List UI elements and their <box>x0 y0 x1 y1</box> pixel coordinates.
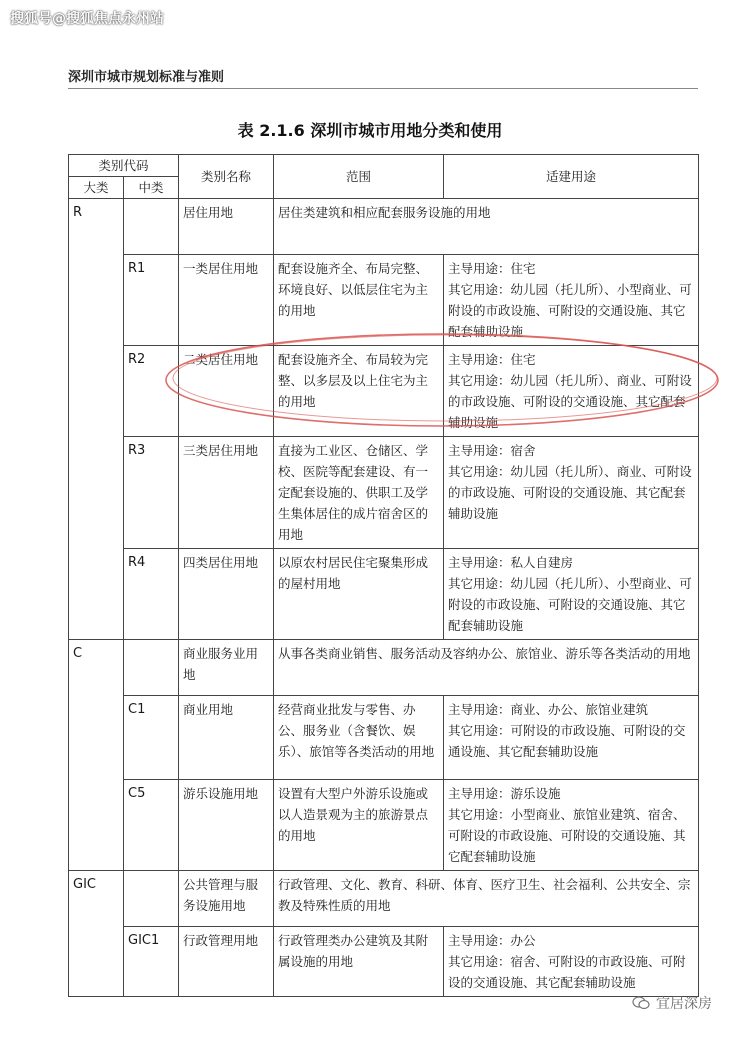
category-name: 居住用地 <box>179 199 274 255</box>
table-row <box>69 871 699 927</box>
table-row <box>69 927 699 997</box>
middle-code: GIC1 <box>124 927 179 997</box>
table-row <box>69 346 699 437</box>
land-use-table <box>68 154 699 997</box>
category-name: 游乐设施用地 <box>179 780 274 871</box>
table-row <box>69 199 699 255</box>
category-name: 四类居住用地 <box>179 549 274 640</box>
major-code: R <box>69 199 124 255</box>
major-code: C <box>69 640 124 696</box>
usage-text: 主导用途：住宅 其它用途：幼儿园（托儿所）、商业、可附设的市政设施、可附设的交通设施、其它配套辅助设施 <box>444 346 699 437</box>
scope-text: 居住类建筑和相应配套服务设施的用地 <box>274 199 699 255</box>
major-code <box>69 780 124 871</box>
table-row <box>69 437 699 549</box>
table-row <box>69 696 699 780</box>
category-name: 三类居住用地 <box>179 437 274 549</box>
major-code <box>69 437 124 549</box>
table-row <box>69 640 699 696</box>
col-usage: 适建用途 <box>444 155 699 199</box>
scope-text: 以原农村居民住宅聚集形成的屋村用地 <box>274 549 444 640</box>
category-name: 公共管理与服务设施用地 <box>179 871 274 927</box>
major-code <box>69 927 124 997</box>
usage-text: 主导用途：游乐设施 其它用途：小型商业、旅馆业建筑、宿舍、可附设的市政设施、可附设的交通设施、其它配套辅助设施 <box>444 780 699 871</box>
table-row <box>69 549 699 640</box>
middle-code: R2 <box>124 346 179 437</box>
brand-mark <box>632 993 712 1013</box>
header-rule <box>68 88 698 89</box>
scope-text: 行政管理类办公建筑及其附属设施的用地 <box>274 927 444 997</box>
col-code-group: 类别代码 <box>69 155 179 177</box>
document-header: 深圳市城市规划标准与准则 <box>68 70 225 85</box>
scope-text: 从事各类商业销售、服务活动及容纳办公、旅馆业、游乐等各类活动的用地 <box>274 640 699 696</box>
middle-code <box>124 199 179 255</box>
category-name: 商业服务业用地 <box>179 640 274 696</box>
brand-name: 宜居深房 <box>656 996 712 1012</box>
col-scope: 范围 <box>274 155 444 199</box>
scope-text: 设置有大型户外游乐设施或以人造景观为主的旅游景点的用地 <box>274 780 444 871</box>
scope-text: 行政管理、文化、教育、科研、体育、医疗卫生、社会福利、公共安全、宗教及特殊性质的用地 <box>274 871 699 927</box>
col-major: 大类 <box>69 177 124 199</box>
table-row <box>69 780 699 871</box>
major-code: GIC <box>69 871 124 927</box>
table-row <box>69 255 699 346</box>
major-code <box>69 346 124 437</box>
middle-code: R3 <box>124 437 179 549</box>
middle-code <box>124 871 179 927</box>
middle-code: C5 <box>124 780 179 871</box>
usage-text: 主导用途：住宅 其它用途：幼儿园（托儿所）、小型商业、可附设的市政设施、可附设的交通设施、其它配套辅助设施 <box>444 255 699 346</box>
scope-text: 配套设施齐全、布局完整、环境良好、以低层住宅为主的用地 <box>274 255 444 346</box>
usage-text: 主导用途：商业、办公、旅馆业建筑 其它用途：可附设的市政设施、可附设的交通设施、其它配套辅助设施 <box>444 696 699 780</box>
usage-text: 主导用途：宿舍 其它用途：幼儿园（托儿所）、商业、可附设的市政设施、可附设的交通设施、其它配套辅助设施 <box>444 437 699 549</box>
scope-text: 直接为工业区、仓储区、学校、医院等配套建设、有一定配套设施的、供职工及学生集体居住的成片宿舍区的用地 <box>274 437 444 549</box>
table-title: 表 2.1.6 深圳市城市用地分类和使用 <box>237 121 503 140</box>
watermark: 搜狐号@搜狐焦点永州站 <box>10 11 164 27</box>
major-code <box>69 255 124 346</box>
major-code <box>69 696 124 780</box>
scope-text: 配套设施齐全、布局较为完整、以多层及以上住宅为主的用地 <box>274 346 444 437</box>
header-row-top <box>69 155 699 177</box>
wechat-icon <box>632 996 650 1010</box>
category-name: 二类居住用地 <box>179 346 274 437</box>
middle-code: R4 <box>124 549 179 640</box>
major-code <box>69 549 124 640</box>
category-name: 一类居住用地 <box>179 255 274 346</box>
scope-text: 经营商业批发与零售、办公、服务业（含餐饮、娱乐）、旅馆等各类活动的用地 <box>274 696 444 780</box>
middle-code <box>124 640 179 696</box>
category-name: 行政管理用地 <box>179 927 274 997</box>
usage-text: 主导用途：办公 其它用途：宿舍、可附设的市政设施、可附设的交通设施、其它配套辅助设施 <box>444 927 699 997</box>
middle-code: R1 <box>124 255 179 346</box>
category-name: 商业用地 <box>179 696 274 780</box>
col-middle: 中类 <box>124 177 179 199</box>
col-name: 类别名称 <box>179 155 274 199</box>
middle-code: C1 <box>124 696 179 780</box>
usage-text: 主导用途：私人自建房 其它用途：幼儿园（托儿所）、小型商业、可附设的市政设施、可附设的交通设施、其它配套辅助设施 <box>444 549 699 640</box>
